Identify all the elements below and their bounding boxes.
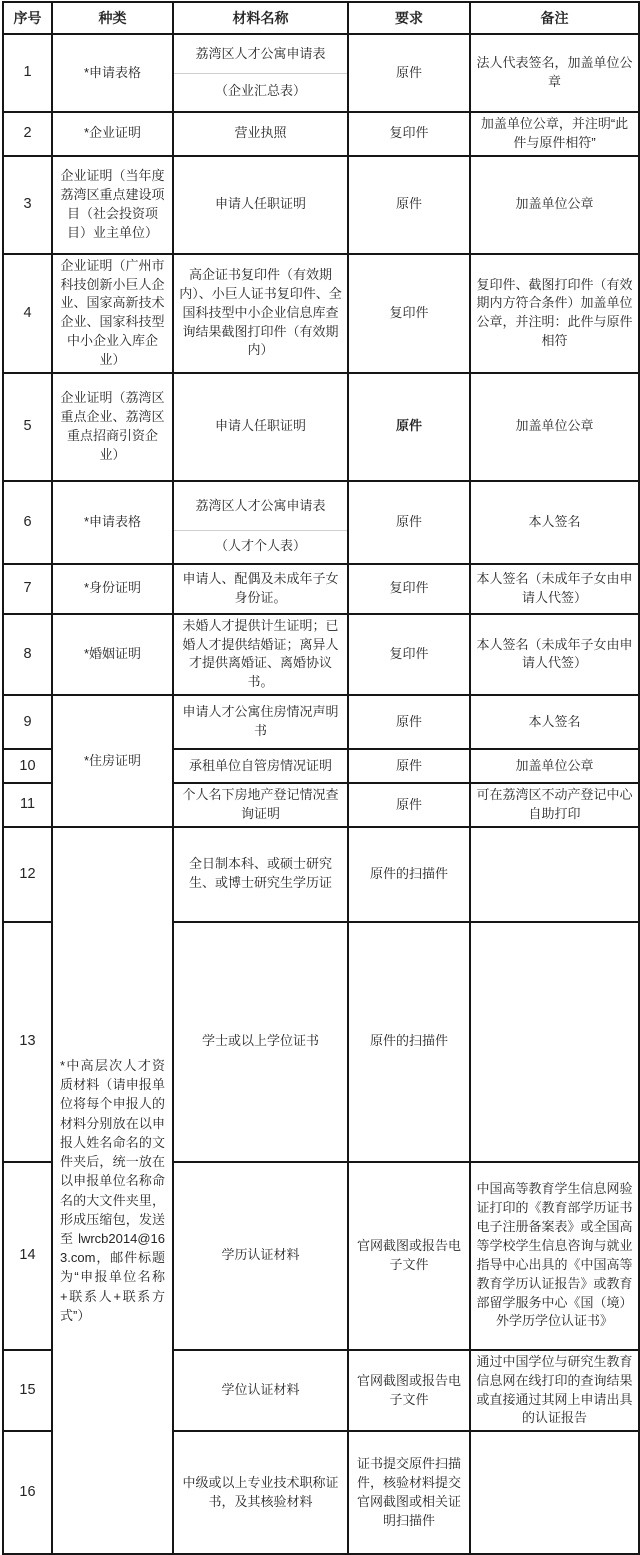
header-requirement: 要求: [348, 2, 470, 34]
row9-material: 申请人才公寓住房情况声明书: [173, 695, 348, 749]
talent-category-cell: *中高层次人才资质材料（请申报单位将每个申报人的材料分别放在以申报人姓名命名的文件夹后，统一放在以申报单位名称命名的大文件夹里，形成压缩包，发送至lwrcb2014@163.com，邮件标题为“申报单位名称+联系人+联系方式”）: [52, 827, 173, 1554]
table-row-5: [3, 373, 639, 481]
row2-material: 营业执照: [173, 112, 348, 156]
row14-no: 14: [3, 1162, 52, 1350]
row8-no: 8: [3, 614, 52, 695]
row3-requirement: 原件: [348, 156, 470, 254]
table-row-2: [3, 112, 639, 156]
row6-material-top: 荔湾区人才公寓申请表: [195, 497, 326, 513]
row1-category: *申请表格: [52, 34, 173, 112]
row10-material: 承租单位自管房情况证明: [173, 749, 348, 783]
row3-category: 企业证明（当年度荔湾区重点建设项目（社会投资项目）业主单位）: [52, 156, 173, 254]
row1-no: 1: [3, 34, 52, 112]
row7-remark: 本人签名（未成年子女由申请人代签）: [470, 564, 639, 614]
row8-remark: 本人签名（未成年子女由申请人代签）: [470, 614, 639, 695]
row1-material-top: 荔湾区人才公寓申请表: [195, 45, 326, 61]
row13-no: 13: [3, 922, 52, 1162]
row10-remark: 加盖单位公章: [470, 749, 639, 783]
row2-no: 2: [3, 112, 52, 156]
row5-requirement: 原件: [348, 373, 470, 481]
row2-category: *企业证明: [52, 112, 173, 156]
row3-material: 申请人任职证明: [173, 156, 348, 254]
table-row-9: [3, 695, 639, 749]
row6-remark: 本人签名: [470, 481, 639, 564]
row13-requirement: 原件的扫描件: [348, 922, 470, 1162]
row5-material: 申请人任职证明: [173, 373, 348, 481]
row15-remark: 通过中国学位与研究生教育信息网在线打印的查询结果或直接通过其网上申请出具的认证报告: [470, 1350, 639, 1431]
row15-no: 15: [3, 1350, 52, 1431]
row6-material: [173, 481, 348, 564]
row14-remark: 中国高等教育学生信息网验证打印的《教育部学历证书电子注册备案表》或全国高等学校学生信息咨询与就业指导中心出具的《中国高等教育学历认证报告》或教育部留学服务中心《国（境）外学历学位认证书》: [470, 1162, 639, 1350]
row11-remark: 可在荔湾区不动产登记中心自助打印: [470, 783, 639, 827]
row7-category: *身份证明: [52, 564, 173, 614]
row8-material: 未婚人才提供计生证明；已婚人才提供结婚证；离异人才提供离婚证、离婚协议书。: [173, 614, 348, 695]
table-row-12: [3, 827, 639, 922]
row14-requirement: 官网截图或报告电子文件: [348, 1162, 470, 1350]
housing-category-cell: *住房证明: [52, 695, 173, 827]
row11-requirement: 原件: [348, 783, 470, 827]
row5-no: 5: [3, 373, 52, 481]
row10-requirement: 原件: [348, 749, 470, 783]
row11-no: 11: [3, 783, 52, 827]
table-header-row: [3, 2, 639, 34]
row6-requirement: 原件: [348, 481, 470, 564]
row2-remark: 加盖单位公章，并注明“此件与原件相符”: [470, 112, 639, 156]
row7-no: 7: [3, 564, 52, 614]
header-material: 材料名称: [173, 2, 348, 34]
row4-requirement: 复印件: [348, 254, 470, 373]
row16-requirement: 证书提交原件扫描件，核验材料提交官网截图或相关证明扫描件: [348, 1431, 470, 1554]
row11-material: 个人名下房地产登记情况查询证明: [173, 783, 348, 827]
row1-requirement: 原件: [348, 34, 470, 112]
row1-material: [173, 34, 348, 112]
row4-category: 企业证明（广州市科技创新小巨人企业、国家高新技术企业、国家科技型中小企业入库企业）: [52, 254, 173, 373]
row12-remark: [470, 827, 639, 922]
table-row-4: [3, 254, 639, 373]
row9-requirement: 原件: [348, 695, 470, 749]
table-row-1: [3, 34, 639, 112]
table-row-7: [3, 564, 639, 614]
row13-material: 学士或以上学位证书: [173, 922, 348, 1162]
row4-remark: 复印件、截图打印件（有效期内方符合条件）加盖单位公章，并注明：此件与原件相符: [470, 254, 639, 373]
row7-requirement: 复印件: [348, 564, 470, 614]
row12-no: 12: [3, 827, 52, 922]
row13-remark: [470, 922, 639, 1162]
row15-material: 学位认证材料: [173, 1350, 348, 1431]
row5-remark: 加盖单位公章: [470, 373, 639, 481]
row4-material: 高企证书复印件（有效期内）、小巨人证书复印件、全国科技型中小企业信息库查询结果截图打印件（有效期内）: [173, 254, 348, 373]
table-row-6: [3, 481, 639, 564]
row10-no: 10: [3, 749, 52, 783]
row15-requirement: 官网截图或报告电子文件: [348, 1350, 470, 1431]
header-no: 序号: [3, 2, 52, 34]
row9-remark: 本人签名: [470, 695, 639, 749]
row4-no: 4: [3, 254, 52, 373]
header-remark: 备注: [470, 2, 639, 34]
table-row-3: [3, 156, 639, 254]
row14-material: 学历认证材料: [173, 1162, 348, 1350]
row9-no: 9: [3, 695, 52, 749]
row16-no: 16: [3, 1431, 52, 1554]
row6-material-bottom: （人才个人表）: [174, 530, 347, 562]
row3-remark: 加盖单位公章: [470, 156, 639, 254]
row16-remark: [470, 1431, 639, 1554]
table-row-8: [3, 614, 639, 695]
row8-requirement: 复印件: [348, 614, 470, 695]
row16-material: 中级或以上专业技术职称证书，及其核验材料: [173, 1431, 348, 1554]
header-category: 种类: [52, 2, 173, 34]
row6-category: *申请表格: [52, 481, 173, 564]
row1-material-bottom: （企业汇总表）: [174, 73, 347, 111]
row2-requirement: 复印件: [348, 112, 470, 156]
row12-requirement: 原件的扫描件: [348, 827, 470, 922]
materials-table: [2, 1, 640, 1555]
row1-remark: 法人代表签名，加盖单位公章: [470, 34, 639, 112]
row3-no: 3: [3, 156, 52, 254]
row8-category: *婚姻证明: [52, 614, 173, 695]
row7-material: 申请人、配偶及未成年子女身份证。: [173, 564, 348, 614]
row6-no: 6: [3, 481, 52, 564]
row12-material: 全日制本科、或硕士研究生、或博士研究生学历证: [173, 827, 348, 922]
row5-category: 企业证明（荔湾区重点企业、荔湾区重点招商引资企业）: [52, 373, 173, 481]
